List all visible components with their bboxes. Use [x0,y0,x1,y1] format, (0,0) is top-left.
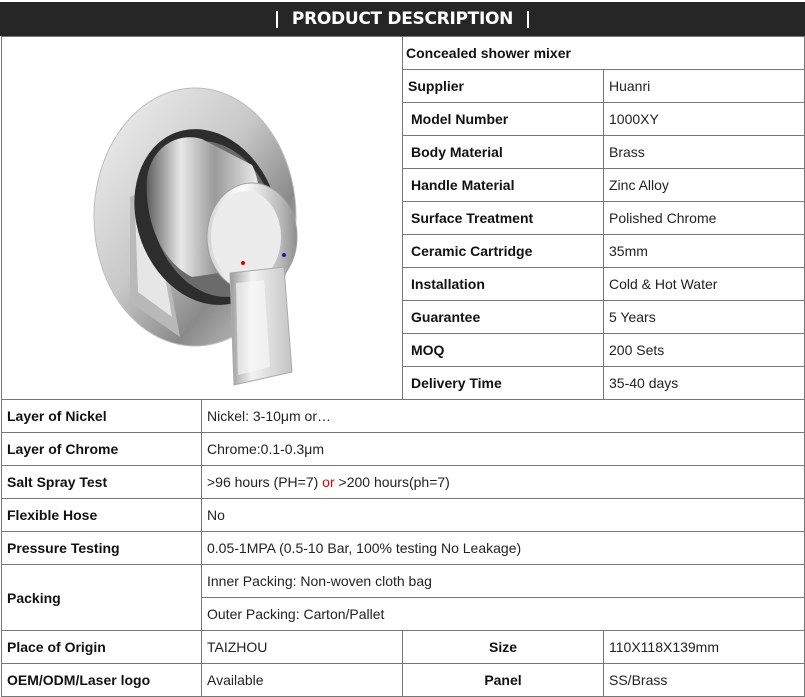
header-left-divider [276,11,278,28]
spec-label: OEM/ODM/Laser logo [2,664,202,697]
spec-label: Panel [403,664,604,697]
spec-value: 5 Years [604,301,805,334]
spec-value: No [202,499,805,532]
spec-value: Brass [604,136,805,169]
spec-label: Model Number [403,103,604,136]
spec-label: Packing [2,565,202,631]
table-row [2,631,805,664]
salt-value-b: >200 hours(ph=7) [334,474,450,490]
header-right-divider [527,11,529,28]
spec-value [202,466,805,499]
table-row [2,532,805,565]
spec-label: Salt Spray Test [2,466,202,499]
spec-value: Huanri [604,70,805,103]
spec-value: Chrome:0.1-0.3μm [202,433,805,466]
spec-value: Zinc Alloy [604,169,805,202]
table-row [2,499,805,532]
table-row [2,37,805,70]
table-row [2,400,805,433]
spec-label: Body Material [403,136,604,169]
spec-label: Surface Treatment [403,202,604,235]
spec-value: 200 Sets [604,334,805,367]
spec-value: Nickel: 3-10μm or… [202,400,805,433]
spec-label: Flexible Hose [2,499,202,532]
spec-label: Layer of Nickel [2,400,202,433]
spec-value: 110X118X139mm [604,631,805,664]
spec-value: Available [202,664,403,697]
product-image [2,37,402,399]
spec-label: Place of Origin [2,631,202,664]
spec-label: Pressure Testing [2,532,202,565]
spec-value: 35mm [604,235,805,268]
spec-value: 35-40 days [604,367,805,400]
table-row [2,664,805,697]
salt-value-a: >96 hours (PH=7) [207,474,323,490]
shower-mixer-image [2,37,402,399]
product-image-cell [2,37,403,400]
spec-label: Guarantee [403,301,604,334]
spec-label: Handle Material [403,169,604,202]
spec-value: Polished Chrome [604,202,805,235]
spec-table [1,36,805,697]
header-title: PRODUCT DESCRIPTION [291,9,514,29]
spec-value: SS/Brass [604,664,805,697]
spec-label: Installation [403,268,604,301]
spec-value: Cold & Hot Water [604,268,805,301]
spec-value: Inner Packing: Non-woven cloth bag [202,565,805,598]
spec-label: Delivery Time [403,367,604,400]
product-name: Concealed shower mixer [403,37,805,70]
spec-label: Supplier [403,70,604,103]
spec-value: TAIZHOU [202,631,403,664]
spec-label: Size [403,631,604,664]
spec-label: MOQ [403,334,604,367]
salt-value-or: or [322,474,335,490]
section-header [0,2,805,36]
spec-value: Outer Packing: Carton/Pallet [202,598,805,631]
spec-label: Ceramic Cartridge [403,235,604,268]
table-row [2,433,805,466]
table-row [2,565,805,598]
table-row [2,466,805,499]
spec-label: Layer of Chrome [2,433,202,466]
spec-value: 0.05-1MPA (0.5-10 Bar, 100% testing No Leakage) [202,532,805,565]
spec-value: 1000XY [604,103,805,136]
